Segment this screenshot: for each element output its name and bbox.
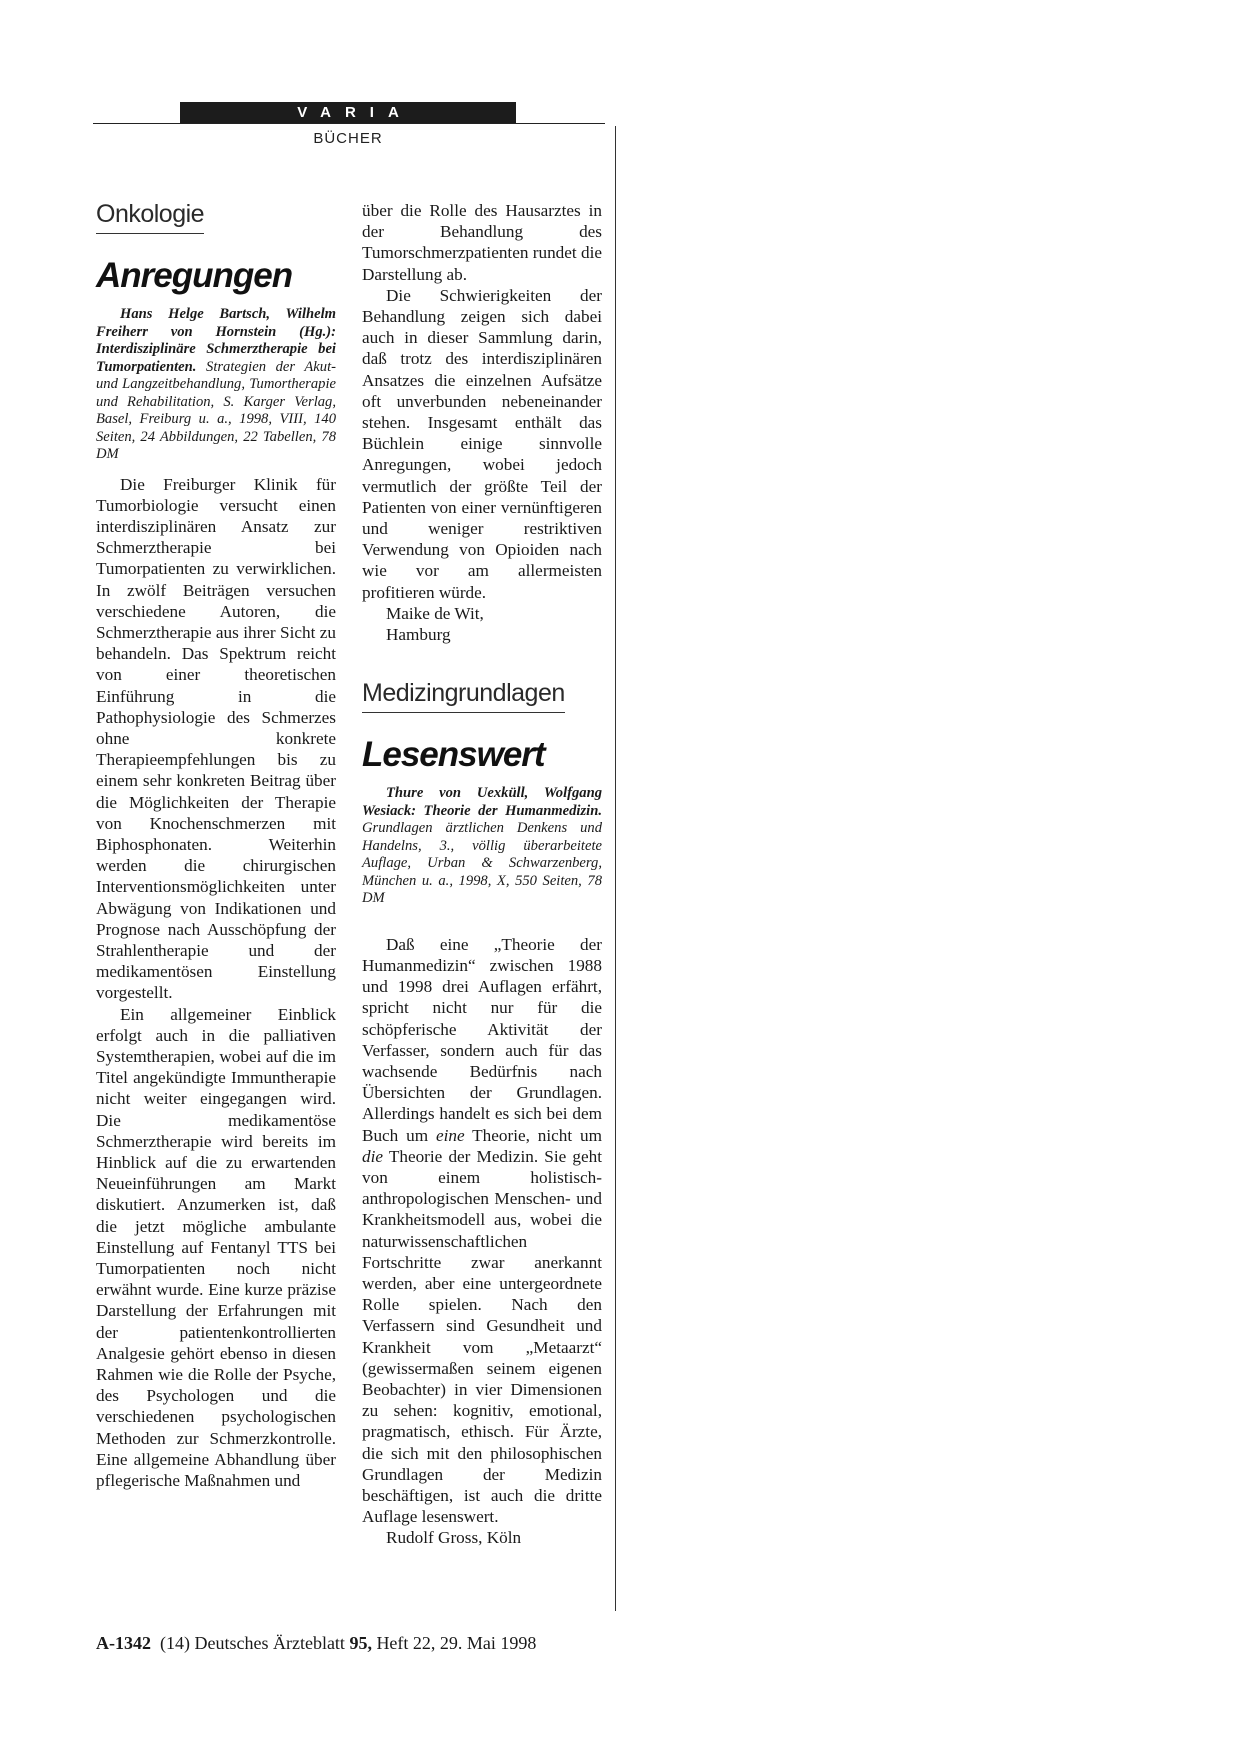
review1-body [96, 474, 336, 1492]
column-right [362, 200, 602, 1549]
review1-bibliography [96, 306, 336, 464]
review1-paragraph: Die Freiburger Klinik für Tumorbiologie versucht einen interdisziplinären Ansatz zur Schmerztherapie bei Tumorpatienten zu verwirklichen. In zwölf Beiträgen versuchen verschiedene Autoren, die Schmerztherapie aus ihrer Sicht zu behandeln. Das Spektrum reicht von einer theoretischen Einführung in die Pathophysiologie des Schmerzes ohne konkrete Therapieempfehlungen bis zu einem sehr konkreten Beitrag über die Möglichkeiten der Therapie von Knochenschmerzen mit Biphosphonaten. Weiterhin werden die chirurgischen Interventionsmöglichkeiten unter Abwägung von Indikationen und Prognose nach Ausschöpfung der Strahlentherapie und der medikamentösen Einstellung vorgestellt. [96, 474, 336, 1003]
review1-city: Hamburg [386, 625, 451, 645]
review2-bibliography [362, 785, 602, 908]
review2-body [362, 934, 602, 1528]
subsection-label: BÜCHER [313, 130, 383, 147]
review2-author: Rudolf Gross, Köln [386, 1528, 522, 1548]
review1-biblio-title: Hans Helge Bartsch, Wilhelm Freiherr von Hornstein (Hg.): Interdisziplinäre Schmerztherapie bei Tumorpatienten. [96, 306, 336, 375]
review1-paragraph: Die Schwierigkeiten der Behandlung zeigen sich dabei auch in dieser Sammlung darin, daß trotz des interdisziplinären Ansatzes die einzelnen Aufsätze oft unverbunden nebeneinander stehen. Insgesamt enthält das Büchlein einige sinnvolle Anregungen, wobei jedoch vermutlich der größte Teil der Patienten von einer vernünftigeren und weniger restriktiven Verwendung von Opioiden nach wie vor am allermeisten profitieren würde. [362, 285, 602, 602]
review1-kicker: Onkologie [96, 200, 204, 234]
page-number: A-1342 [96, 1633, 151, 1653]
review2-emphasis: eine [435, 1125, 465, 1145]
column-rule [615, 126, 616, 1611]
review2-biblio-title: Thure von Uexküll, Wolfgang Wesiack: Theorie der Humanmedizin. [362, 785, 602, 819]
review1-headline: Anregungen [96, 256, 293, 295]
section-label: VARIA [297, 104, 413, 121]
header-rule [93, 123, 605, 124]
footer-journal: (14) Deutsches Ärzteblatt [151, 1633, 350, 1653]
review2-text: Theorie der Medizin. Sie geht von einem holistisch-anthropologischen Menschen- und Krankheitsmodell aus, wobei die naturwissenschaftlichen Fortschritte zwar anerkannt werden, aber eine untergeordnete Rolle spielen. Nach den Verfassern sind Gesundheit und Krankheit vom „Metaarzt“ (gewissermaßen seinem eigenen Beobachter) in vier Dimensionen zu sehen: kognitiv, emotional, pragmatisch, ethisch. Für Ärzte, die sich mit den philosophischen Grundlagen der Medizin beschäftigen, ist auch die dritte Auflage lesenswert. [362, 1146, 602, 1527]
footer-issue: Heft 22, 29. Mai 1998 [371, 1633, 537, 1653]
section-bar [180, 102, 516, 124]
review2-headline: Lesenswert [362, 735, 545, 775]
review1-author: Maike de Wit, [386, 603, 484, 623]
review1-paragraph: über die Rolle des Hausarztes in der Behandlung des Tumorschmerzpatienten rundet die Darstellung ab. [362, 201, 602, 284]
review2-paragraph [362, 934, 602, 1528]
review2-emphasis: die [362, 1146, 383, 1166]
review1-body-continued [362, 200, 602, 603]
review1-biblio-details: Strategien der Akut- und Langzeitbehandlung, Tumortherapie und Rehabilitation, S. Karger Verlag, Basel, Freiburg u. a., 1998, VIII, 140 Seiten, 24 Abbildungen, 22 Tabellen, 78 DM [96, 358, 336, 462]
review2-text: Daß eine „Theorie der Humanmedizin“ zwischen 1988 und 1998 drei Auflagen erfährt, spricht nicht nur für die schöpferische Aktivität der Verfasser, sondern auch für das wachsende Bedürfnis nach Übersichten der Grundlagen. Allerdings handelt es sich bei dem Buch um [362, 934, 602, 1145]
column-left [96, 200, 336, 1491]
page-footer [96, 1633, 536, 1654]
review2-kicker: Medizingrundlagen [362, 679, 565, 713]
review1-paragraph: Ein allgemeiner Einblick erfolgt auch in die palliativen Systemtherapien, wobei auf die im Titel angekündigte Immuntherapie nicht weiter eingegangen wird. Die medikamentöse Schmerztherapie wird bereits im Hinblick auf die zu erwartenden Neueinführungen am Markt diskutiert. Anzumerken ist, daß die jetzt mögliche ambulante Einstellung auf Fentanyl TTS bei Tumorpatienten noch nicht erwähnt wurde. Eine kurze präzise Darstellung der Erfahrungen mit der patientenkontrollierten Analgesie gehört ebenso in diesen Rahmen wie die Rolle der Psyche, des Psychologen und die verschiedenen psychologischen Methoden zur Schmerzkontrolle. Eine allgemeine Abhandlung über pflegerische Maßnahmen und [96, 1004, 336, 1491]
footer-volume: 95, [349, 1633, 372, 1653]
review2-text: Theorie, nicht um [464, 1125, 602, 1145]
review2-biblio-details: Grundlagen ärztlichen Denkens und Handelns, 3., völlig überarbeitete Auflage, Urban & Schwarzenberg, München u. a., 1998, X, 550 Seiten, 78 DM [362, 820, 602, 907]
